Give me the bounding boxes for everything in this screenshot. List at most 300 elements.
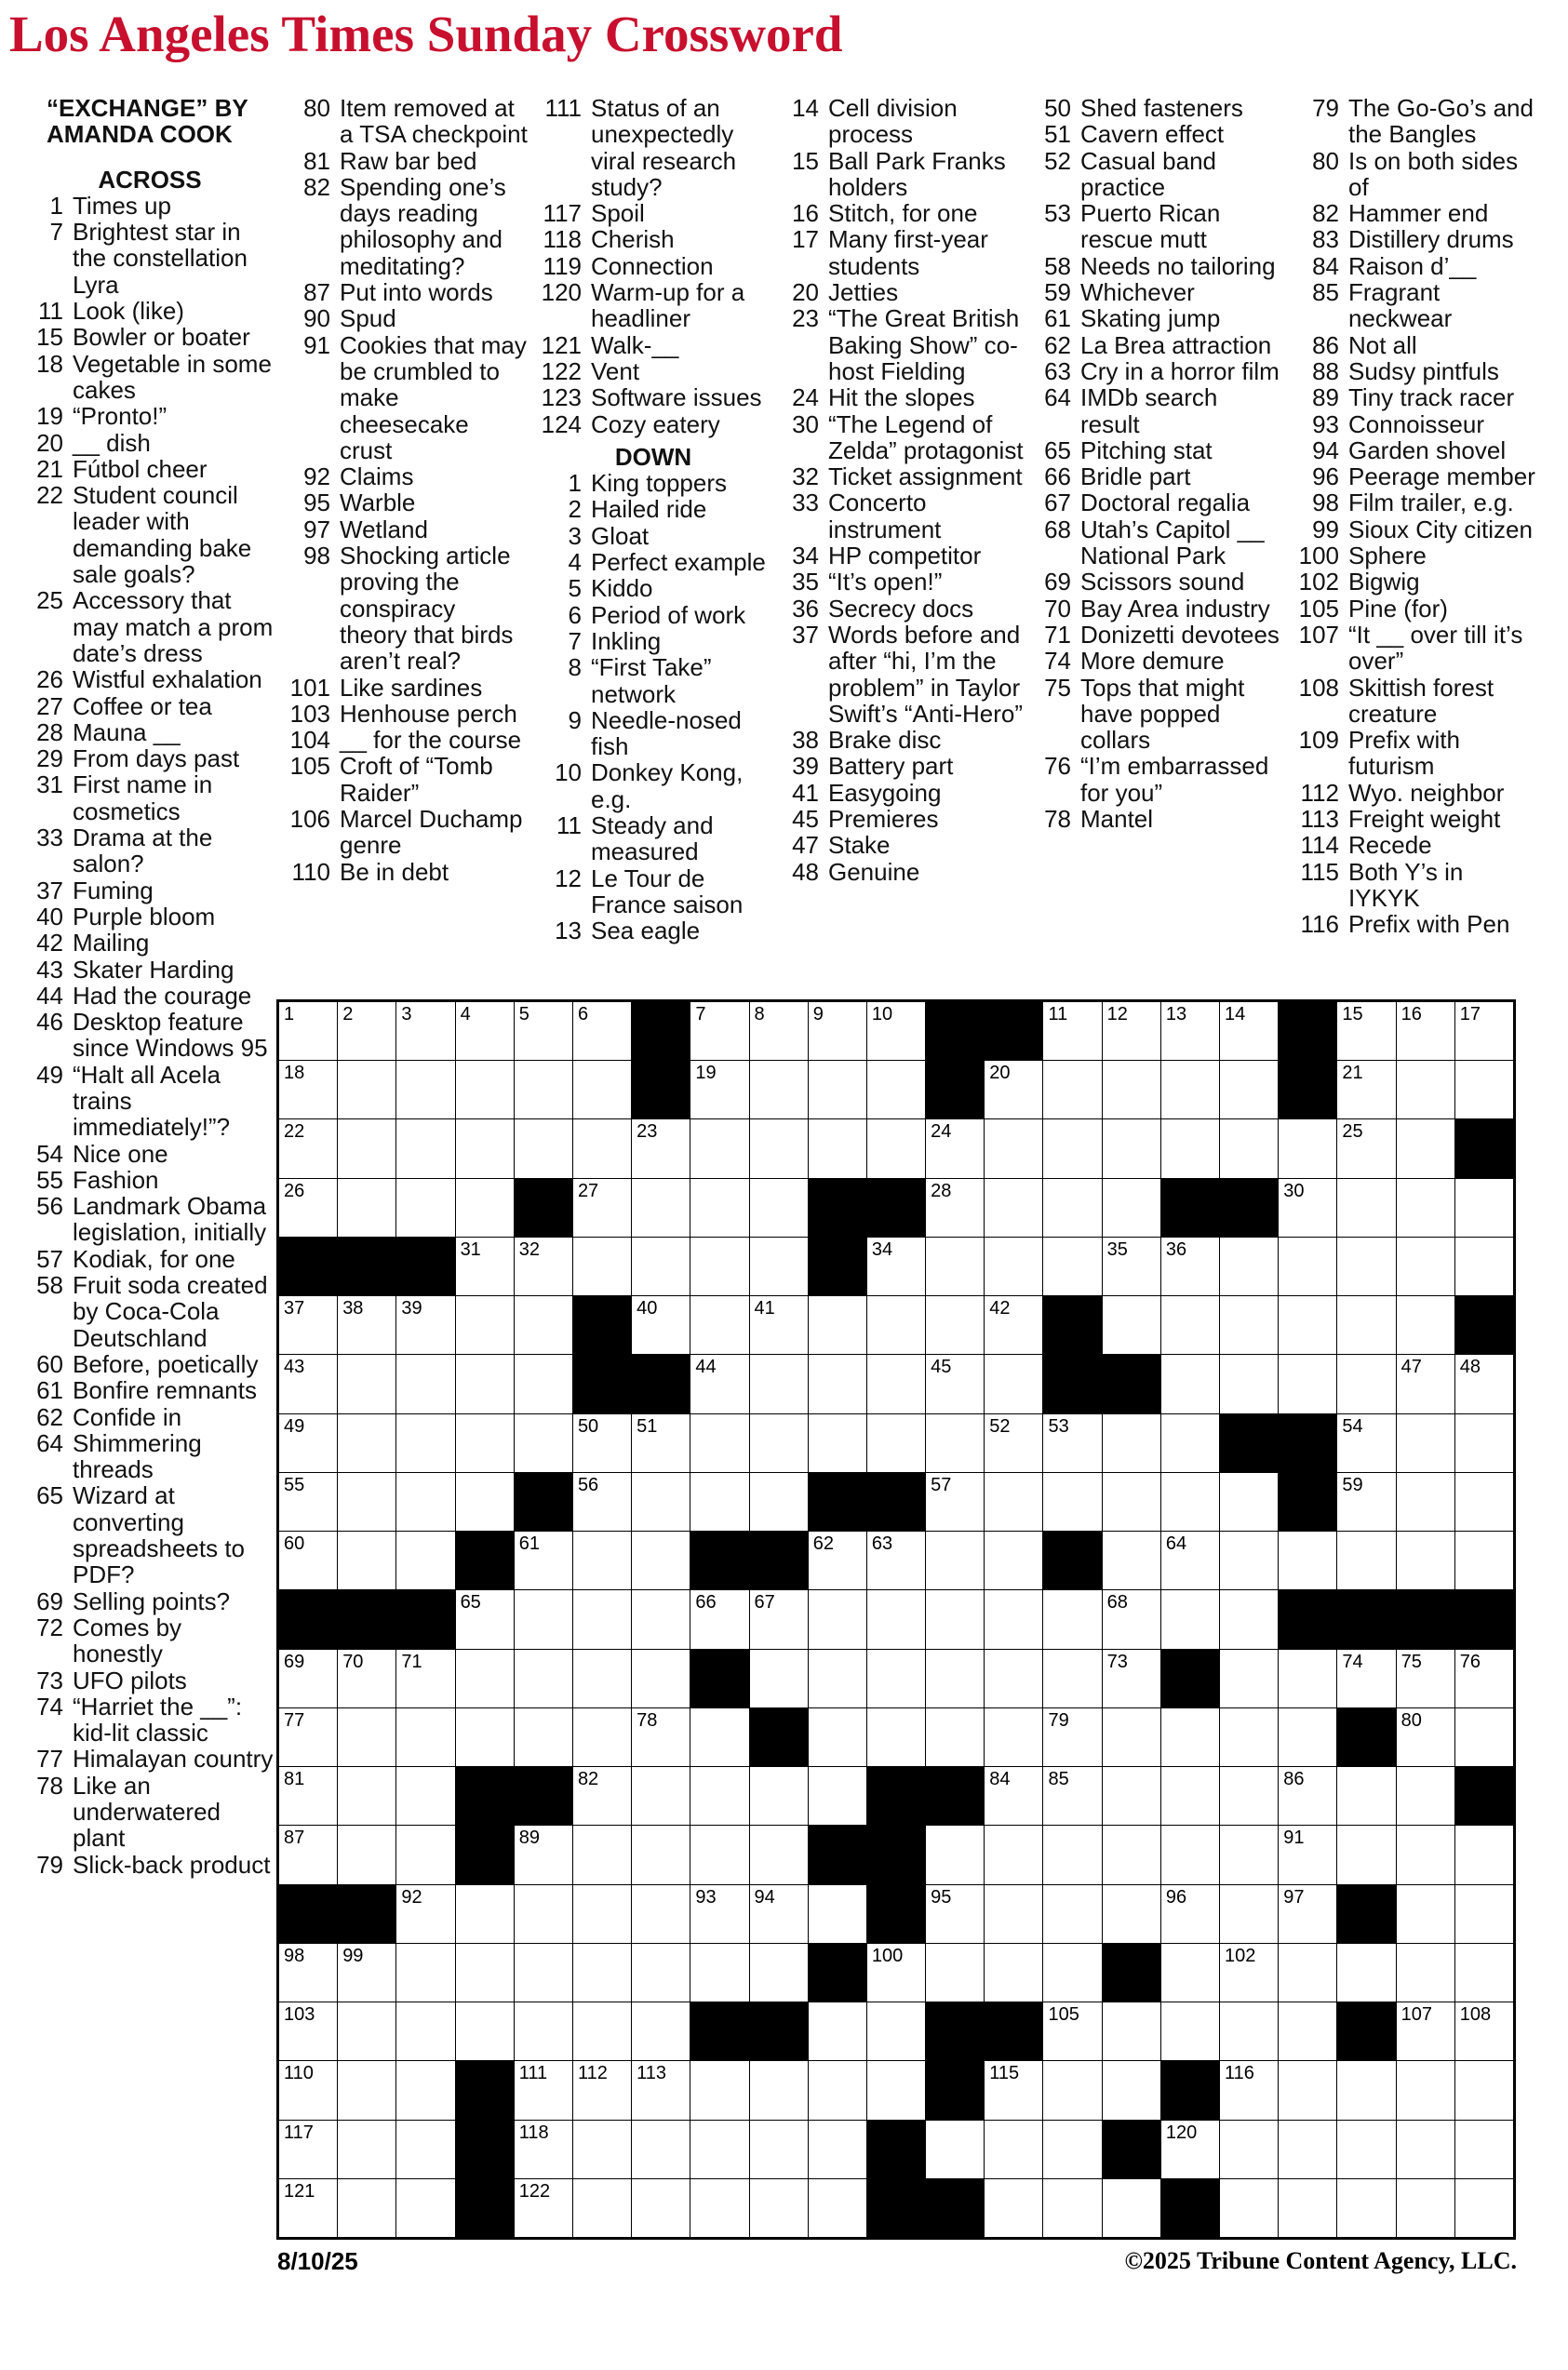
grid-cell[interactable] (456, 1061, 514, 1118)
grid-cell[interactable] (1455, 1532, 1513, 1589)
grid-cell[interactable] (985, 1826, 1042, 1883)
grid-cell[interactable] (573, 1414, 631, 1472)
grid-cell[interactable] (396, 1944, 454, 2002)
grid-cell[interactable] (1043, 1767, 1101, 1825)
grid-cell[interactable] (809, 1885, 866, 1943)
grid-cell[interactable] (1279, 1885, 1336, 1943)
grid-cell[interactable] (1455, 2121, 1513, 2178)
grid-cell[interactable] (1043, 1708, 1101, 1766)
grid-cell[interactable] (690, 1885, 748, 1943)
grid-cell[interactable] (1043, 1650, 1101, 1707)
grid-cell[interactable] (926, 1826, 984, 1883)
grid-cell[interactable] (573, 1767, 631, 1825)
grid-cell[interactable] (750, 2121, 808, 2178)
grid-cell[interactable] (632, 1119, 690, 1177)
grid-cell[interactable] (1397, 1885, 1454, 1943)
grid-cell[interactable] (690, 2179, 748, 2237)
grid-cell[interactable] (456, 1944, 514, 2002)
grid-cell[interactable] (1161, 1119, 1219, 1177)
grid-cell[interactable] (632, 1944, 690, 2002)
grid-cell[interactable] (1279, 1179, 1336, 1237)
grid-cell[interactable] (573, 2179, 631, 2237)
grid-cell[interactable] (1337, 2061, 1395, 2119)
grid-cell[interactable] (690, 1238, 748, 1295)
grid-cell[interactable] (809, 2179, 866, 2237)
grid-cell[interactable] (809, 1767, 866, 1825)
grid-cell[interactable] (632, 1885, 690, 1943)
grid-cell[interactable] (1455, 1473, 1513, 1531)
grid-cell[interactable] (1455, 1238, 1513, 1295)
grid-cell[interactable] (1397, 1650, 1454, 1707)
grid-cell[interactable] (632, 1179, 690, 1237)
grid-cell[interactable] (1161, 1414, 1219, 1472)
grid-cell[interactable] (985, 1355, 1042, 1413)
grid-cell[interactable] (1279, 1708, 1336, 1766)
grid-cell[interactable] (1279, 1826, 1336, 1883)
grid-cell[interactable] (926, 1179, 984, 1237)
grid-cell[interactable] (456, 1002, 514, 1060)
grid-cell[interactable] (1103, 1650, 1160, 1707)
grid-cell[interactable] (985, 1119, 1042, 1177)
grid-cell[interactable] (1337, 1238, 1395, 1295)
grid-cell[interactable] (926, 1532, 984, 1589)
grid-cell[interactable] (396, 1119, 454, 1177)
grid-cell[interactable] (396, 2121, 454, 2178)
grid-cell[interactable] (1161, 1885, 1219, 1943)
grid-cell[interactable] (1337, 1355, 1395, 1413)
grid-cell[interactable] (750, 1296, 808, 1354)
grid-cell[interactable] (690, 1473, 748, 1531)
grid-cell[interactable] (1220, 1767, 1278, 1825)
grid-cell[interactable] (515, 1885, 572, 1943)
grid-cell[interactable] (1279, 1532, 1336, 1589)
grid-cell[interactable] (396, 1767, 454, 1825)
grid-cell[interactable] (1103, 1826, 1160, 1883)
grid-cell[interactable] (750, 1767, 808, 1825)
grid-cell[interactable] (632, 2061, 690, 2119)
grid-cell[interactable] (1337, 2179, 1395, 2237)
grid-cell[interactable] (1103, 1885, 1160, 1943)
grid-cell[interactable] (809, 2002, 866, 2060)
grid-cell[interactable] (985, 1179, 1042, 1237)
grid-cell[interactable] (690, 2061, 748, 2119)
grid-cell[interactable] (867, 1708, 925, 1766)
grid-cell[interactable] (1397, 1002, 1454, 1060)
grid-cell[interactable] (1455, 1179, 1513, 1237)
grid-cell[interactable] (1397, 1179, 1454, 1237)
grid-cell[interactable] (456, 1885, 514, 1943)
grid-cell[interactable] (1043, 2121, 1101, 2178)
grid-cell[interactable] (1279, 1944, 1336, 2002)
grid-cell[interactable] (926, 1590, 984, 1648)
grid-cell[interactable] (396, 2061, 454, 2119)
grid-cell[interactable] (1220, 1885, 1278, 1943)
grid-cell[interactable] (985, 2061, 1042, 2119)
grid-cell[interactable] (515, 2002, 572, 2060)
grid-cell[interactable] (1043, 1826, 1101, 1883)
grid-cell[interactable] (396, 1355, 454, 1413)
grid-cell[interactable] (632, 1767, 690, 1825)
grid-cell[interactable] (690, 1002, 748, 1060)
grid-cell[interactable] (515, 2061, 572, 2119)
grid-cell[interactable] (985, 1238, 1042, 1295)
grid-cell[interactable] (1161, 1708, 1219, 1766)
grid-cell[interactable] (279, 1944, 337, 2002)
grid-cell[interactable] (1220, 2179, 1278, 2237)
grid-cell[interactable] (809, 1002, 866, 1060)
grid-cell[interactable] (867, 1944, 925, 2002)
grid-cell[interactable] (1455, 1650, 1513, 1707)
grid-cell[interactable] (515, 1296, 572, 1354)
grid-cell[interactable] (1043, 1473, 1101, 1531)
grid-cell[interactable] (456, 1414, 514, 1472)
grid-cell[interactable] (338, 1650, 395, 1707)
grid-cell[interactable] (1455, 1061, 1513, 1118)
grid-cell[interactable] (1455, 1708, 1513, 1766)
grid-cell[interactable] (573, 1179, 631, 1237)
grid-cell[interactable] (573, 1061, 631, 1118)
grid-cell[interactable] (1455, 1885, 1513, 1943)
grid-cell[interactable] (985, 1532, 1042, 1589)
grid-cell[interactable] (809, 1296, 866, 1354)
grid-cell[interactable] (396, 1061, 454, 1118)
grid-cell[interactable] (750, 1826, 808, 1883)
grid-cell[interactable] (690, 1590, 748, 1648)
grid-cell[interactable] (632, 2121, 690, 2178)
grid-cell[interactable] (1103, 1296, 1160, 1354)
grid-cell[interactable] (1220, 2061, 1278, 2119)
grid-cell[interactable] (396, 1473, 454, 1531)
grid-cell[interactable] (1220, 2002, 1278, 2060)
grid-cell[interactable] (1220, 1296, 1278, 1354)
grid-cell[interactable] (396, 1826, 454, 1883)
grid-cell[interactable] (690, 1944, 748, 2002)
grid-cell[interactable] (279, 1708, 337, 1766)
grid-cell[interactable] (750, 1238, 808, 1295)
grid-cell[interactable] (1455, 2061, 1513, 2119)
grid-cell[interactable] (690, 1708, 748, 1766)
grid-cell[interactable] (690, 1179, 748, 1237)
grid-cell[interactable] (867, 2061, 925, 2119)
grid-cell[interactable] (1397, 2002, 1454, 2060)
grid-cell[interactable] (926, 2121, 984, 2178)
grid-cell[interactable] (515, 1002, 572, 1060)
grid-cell[interactable] (750, 1650, 808, 1707)
grid-cell[interactable] (279, 1826, 337, 1883)
grid-cell[interactable] (1161, 1767, 1219, 1825)
grid-cell[interactable] (279, 1061, 337, 1118)
grid-cell[interactable] (515, 1238, 572, 1295)
grid-cell[interactable] (867, 1532, 925, 1589)
grid-cell[interactable] (1397, 1119, 1454, 1177)
grid-cell[interactable] (1397, 2179, 1454, 2237)
grid-cell[interactable] (573, 1238, 631, 1295)
grid-cell[interactable] (1103, 1708, 1160, 1766)
grid-cell[interactable] (1279, 2061, 1336, 2119)
grid-cell[interactable] (1397, 1473, 1454, 1531)
grid-cell[interactable] (1043, 2061, 1101, 2119)
grid-cell[interactable] (515, 2179, 572, 2237)
grid-cell[interactable] (1161, 2121, 1219, 2178)
grid-cell[interactable] (573, 1885, 631, 1943)
grid-cell[interactable] (867, 1590, 925, 1648)
grid-cell[interactable] (809, 1119, 866, 1177)
grid-cell[interactable] (1279, 1355, 1336, 1413)
grid-cell[interactable] (1043, 1002, 1101, 1060)
grid-cell[interactable] (1043, 2002, 1101, 2060)
grid-cell[interactable] (1103, 2061, 1160, 2119)
grid-cell[interactable] (1337, 1296, 1395, 1354)
grid-cell[interactable] (1103, 2002, 1160, 2060)
grid-cell[interactable] (632, 1826, 690, 1883)
grid-cell[interactable] (690, 2121, 748, 2178)
grid-cell[interactable] (1337, 1119, 1395, 1177)
grid-cell[interactable] (515, 1944, 572, 2002)
grid-cell[interactable] (690, 1414, 748, 1472)
grid-cell[interactable] (1397, 1767, 1454, 1825)
grid-cell[interactable] (1103, 1238, 1160, 1295)
grid-cell[interactable] (1161, 1590, 1219, 1648)
grid-cell[interactable] (515, 1650, 572, 1707)
grid-cell[interactable] (690, 1061, 748, 1118)
grid-cell[interactable] (456, 1119, 514, 1177)
grid-cell[interactable] (809, 1650, 866, 1707)
grid-cell[interactable] (456, 1179, 514, 1237)
grid-cell[interactable] (338, 2121, 395, 2178)
grid-cell[interactable] (1337, 1944, 1395, 2002)
grid-cell[interactable] (338, 1767, 395, 1825)
grid-cell[interactable] (1337, 1767, 1395, 1825)
grid-cell[interactable] (1103, 1179, 1160, 1237)
grid-cell[interactable] (809, 1414, 866, 1472)
grid-cell[interactable] (690, 1826, 748, 1883)
grid-cell[interactable] (1103, 1061, 1160, 1118)
grid-cell[interactable] (750, 1414, 808, 1472)
grid-cell[interactable] (690, 1767, 748, 1825)
grid-cell[interactable] (985, 1650, 1042, 1707)
grid-cell[interactable] (867, 1002, 925, 1060)
grid-cell[interactable] (338, 1708, 395, 1766)
grid-cell[interactable] (690, 1119, 748, 1177)
grid-cell[interactable] (338, 2179, 395, 2237)
grid-cell[interactable] (573, 2061, 631, 2119)
grid-cell[interactable] (750, 1355, 808, 1413)
grid-cell[interactable] (632, 1296, 690, 1354)
grid-cell[interactable] (396, 1179, 454, 1237)
grid-cell[interactable] (1397, 1708, 1454, 1766)
grid-cell[interactable] (279, 1296, 337, 1354)
grid-cell[interactable] (809, 2121, 866, 2178)
grid-cell[interactable] (1455, 1002, 1513, 1060)
grid-cell[interactable] (515, 1119, 572, 1177)
grid-cell[interactable] (515, 1708, 572, 1766)
grid-cell[interactable] (985, 1473, 1042, 1531)
grid-cell[interactable] (1337, 1414, 1395, 1472)
grid-cell[interactable] (926, 1473, 984, 1531)
grid-cell[interactable] (279, 1532, 337, 1589)
grid-cell[interactable] (338, 1826, 395, 1883)
grid-cell[interactable] (338, 1532, 395, 1589)
grid-cell[interactable] (632, 1708, 690, 1766)
grid-cell[interactable] (1103, 2179, 1160, 2237)
grid-cell[interactable] (1161, 1002, 1219, 1060)
grid-cell[interactable] (338, 1473, 395, 1531)
grid-cell[interactable] (750, 1590, 808, 1648)
grid-cell[interactable] (1161, 1826, 1219, 1883)
grid-cell[interactable] (1337, 1002, 1395, 1060)
grid-cell[interactable] (1279, 1238, 1336, 1295)
grid-cell[interactable] (338, 1002, 395, 1060)
grid-cell[interactable] (632, 2179, 690, 2237)
grid-cell[interactable] (1043, 1179, 1101, 1237)
grid-cell[interactable] (1043, 1944, 1101, 2002)
grid-cell[interactable] (750, 1473, 808, 1531)
grid-cell[interactable] (573, 2002, 631, 2060)
grid-cell[interactable] (338, 2061, 395, 2119)
grid-cell[interactable] (456, 1238, 514, 1295)
grid-cell[interactable] (279, 1767, 337, 1825)
grid-cell[interactable] (985, 1590, 1042, 1648)
grid-cell[interactable] (1220, 1355, 1278, 1413)
grid-cell[interactable] (1397, 1355, 1454, 1413)
grid-cell[interactable] (456, 1590, 514, 1648)
grid-cell[interactable] (515, 1590, 572, 1648)
grid-cell[interactable] (1337, 1473, 1395, 1531)
grid-cell[interactable] (456, 1473, 514, 1531)
grid-cell[interactable] (750, 1179, 808, 1237)
grid-cell[interactable] (396, 1532, 454, 1589)
grid-cell[interactable] (573, 2121, 631, 2178)
grid-cell[interactable] (1279, 2121, 1336, 2178)
grid-cell[interactable] (690, 1296, 748, 1354)
grid-cell[interactable] (926, 1708, 984, 1766)
grid-cell[interactable] (926, 1414, 984, 1472)
grid-cell[interactable] (338, 1061, 395, 1118)
grid-cell[interactable] (809, 1590, 866, 1648)
grid-cell[interactable] (1161, 2002, 1219, 2060)
grid-cell[interactable] (456, 1355, 514, 1413)
grid-cell[interactable] (867, 1650, 925, 1707)
grid-cell[interactable] (1397, 2061, 1454, 2119)
grid-cell[interactable] (1103, 1414, 1160, 1472)
grid-cell[interactable] (279, 2179, 337, 2237)
grid-cell[interactable] (632, 1532, 690, 1589)
grid-cell[interactable] (809, 1708, 866, 1766)
grid-cell[interactable] (1397, 2121, 1454, 2178)
grid-cell[interactable] (1103, 1473, 1160, 1531)
grid-cell[interactable] (279, 1473, 337, 1531)
grid-cell[interactable] (809, 1061, 866, 1118)
grid-cell[interactable] (632, 1650, 690, 1707)
grid-cell[interactable] (926, 1238, 984, 1295)
grid-cell[interactable] (809, 1532, 866, 1589)
grid-cell[interactable] (1397, 1944, 1454, 2002)
grid-cell[interactable] (279, 1355, 337, 1413)
grid-cell[interactable] (338, 1119, 395, 1177)
grid-cell[interactable] (1220, 1826, 1278, 1883)
grid-cell[interactable] (1397, 1061, 1454, 1118)
grid-cell[interactable] (279, 2061, 337, 2119)
grid-cell[interactable] (338, 1414, 395, 1472)
grid-cell[interactable] (1455, 1414, 1513, 1472)
grid-cell[interactable] (1220, 1532, 1278, 1589)
grid-cell[interactable] (1279, 1650, 1336, 1707)
grid-cell[interactable] (632, 1238, 690, 1295)
grid-cell[interactable] (632, 1473, 690, 1531)
grid-cell[interactable] (1337, 1061, 1395, 1118)
grid-cell[interactable] (1043, 1414, 1101, 1472)
grid-cell[interactable] (985, 1061, 1042, 1118)
grid-cell[interactable] (632, 2002, 690, 2060)
grid-cell[interactable] (750, 1885, 808, 1943)
grid-cell[interactable] (456, 1650, 514, 1707)
grid-cell[interactable] (1455, 1944, 1513, 2002)
grid-cell[interactable] (1220, 1002, 1278, 1060)
grid-cell[interactable] (1455, 1826, 1513, 1883)
grid-cell[interactable] (1455, 2179, 1513, 2237)
grid-cell[interactable] (1043, 1590, 1101, 1648)
grid-cell[interactable] (1161, 1296, 1219, 1354)
grid-cell[interactable] (985, 1296, 1042, 1354)
grid-cell[interactable] (867, 1119, 925, 1177)
grid-cell[interactable] (1103, 1002, 1160, 1060)
grid-cell[interactable] (690, 1355, 748, 1413)
grid-cell[interactable] (1043, 1119, 1101, 1177)
grid-cell[interactable] (985, 2179, 1042, 2237)
grid-cell[interactable] (1220, 1119, 1278, 1177)
grid-cell[interactable] (867, 2002, 925, 2060)
grid-cell[interactable] (1397, 1414, 1454, 1472)
grid-cell[interactable] (632, 1590, 690, 1648)
grid-cell[interactable] (573, 1826, 631, 1883)
grid-cell[interactable] (573, 1944, 631, 2002)
grid-cell[interactable] (515, 2121, 572, 2178)
grid-cell[interactable] (926, 1355, 984, 1413)
grid-cell[interactable] (1043, 2179, 1101, 2237)
grid-cell[interactable] (573, 1590, 631, 1648)
grid-cell[interactable] (456, 2002, 514, 2060)
grid-cell[interactable] (396, 2002, 454, 2060)
grid-cell[interactable] (1103, 1119, 1160, 1177)
grid-cell[interactable] (1220, 1061, 1278, 1118)
grid-cell[interactable] (750, 1944, 808, 2002)
grid-cell[interactable] (1279, 2179, 1336, 2237)
grid-cell[interactable] (1397, 1826, 1454, 1883)
grid-cell[interactable] (750, 2061, 808, 2119)
grid-cell[interactable] (279, 2002, 337, 2060)
grid-cell[interactable] (573, 1532, 631, 1589)
grid-cell[interactable] (515, 1061, 572, 1118)
grid-cell[interactable] (573, 1650, 631, 1707)
grid-cell[interactable] (1220, 1238, 1278, 1295)
grid-cell[interactable] (809, 2061, 866, 2119)
grid-cell[interactable] (1220, 1708, 1278, 1766)
grid-cell[interactable] (279, 1650, 337, 1707)
grid-cell[interactable] (1220, 2121, 1278, 2178)
grid-cell[interactable] (1397, 1296, 1454, 1354)
grid-cell[interactable] (1161, 1238, 1219, 1295)
grid-cell[interactable] (515, 1355, 572, 1413)
grid-cell[interactable] (867, 1355, 925, 1413)
grid-cell[interactable] (1337, 1179, 1395, 1237)
grid-cell[interactable] (750, 1002, 808, 1060)
grid-cell[interactable] (867, 1238, 925, 1295)
grid-cell[interactable] (1455, 2002, 1513, 2060)
grid-cell[interactable] (279, 1414, 337, 1472)
grid-cell[interactable] (985, 1885, 1042, 1943)
grid-cell[interactable] (1220, 1650, 1278, 1707)
grid-cell[interactable] (1043, 1885, 1101, 1943)
